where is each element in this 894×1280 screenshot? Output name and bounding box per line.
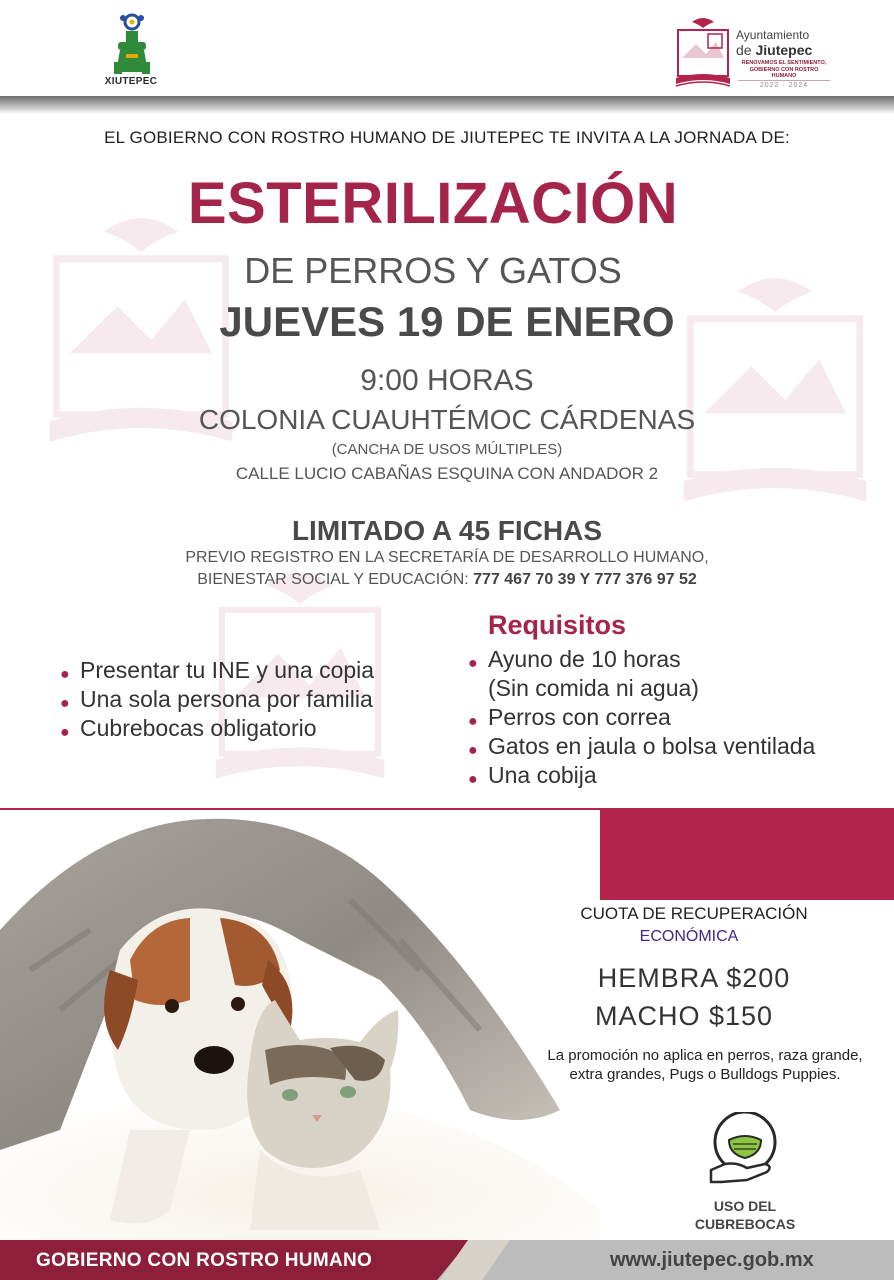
- bullet-icon: ●: [468, 771, 478, 788]
- hand-mask-icon: [707, 1112, 779, 1190]
- fee-title: CUOTA DE RECUPERACIÓN: [580, 904, 808, 923]
- registration-line-1: PREVIO REGISTRO EN LA SECRETARÍA DE DESARROLLO HUMANO,: [185, 549, 709, 566]
- list-item: ● Una cobija: [468, 761, 888, 790]
- bullet-icon: ●: [60, 666, 70, 683]
- ayuntamiento-label: Ayuntamiento: [736, 28, 810, 42]
- event-colonia: COLONIA CUAUHTÉMOC CÁRDENAS: [198, 404, 696, 435]
- registration-phones: 777 467 70 39 Y 777 376 97 52: [473, 571, 697, 588]
- dog-and-cat-photo: [0, 810, 600, 1242]
- event-time: 9:00 HORAS: [360, 364, 534, 397]
- ayuntamiento-name: de Jiutepec: [736, 42, 813, 58]
- list-item: ● Una sola persona por familia: [60, 685, 440, 714]
- header-shadow-band: [0, 96, 894, 114]
- requirements-title: Requisitos: [488, 610, 627, 640]
- footer-slogan: GOBIERNO CON ROSTRO HUMANO: [36, 1250, 373, 1271]
- registration-line-2: BIENESTAR SOCIAL Y EDUCACIÓN: 777 467 70 39 Y 777 376 97 52: [197, 571, 697, 588]
- mask-label: USO DEL CUBREBOCAS: [694, 1198, 796, 1232]
- ayuntamiento-logo: [672, 14, 734, 94]
- list-item: ● Presentar tu INE y una copia: [60, 656, 440, 685]
- list-item: ● Ayuno de 10 horas (Sin comida ni agua): [468, 646, 699, 701]
- requirements-left-list: [60, 656, 440, 743]
- ayuntamiento-years: 2022 · 2024: [738, 80, 830, 89]
- bullet-icon: ●: [60, 724, 70, 741]
- event-subtitle: DE PERROS Y GATOS: [244, 250, 622, 291]
- website-link[interactable]: www.jiutepec.gob.mx: [610, 1249, 814, 1271]
- requirements-right-list: [468, 645, 888, 790]
- event-place-detail: (CANCHA DE USOS MÚLTIPLES): [331, 441, 563, 458]
- event-date: JUEVES 19 DE ENERO: [219, 298, 675, 345]
- bullet-icon: ●: [60, 695, 70, 712]
- xiutepec-logo-label: XIUTEPEC: [104, 76, 158, 87]
- bullet-icon: ●: [468, 742, 478, 759]
- fee-female: HEMBRA $200: [597, 963, 791, 993]
- fee-subtitle: ECONÓMICA: [639, 928, 739, 945]
- limit-text: LIMITADO A 45 FICHAS: [291, 515, 603, 546]
- list-item: ● Perros con correa: [468, 703, 888, 732]
- watermark-logo-right: [670, 250, 880, 550]
- bullet-icon: ●: [468, 713, 478, 730]
- bullet-icon: ●: [468, 655, 478, 672]
- event-street: CALLE LUCIO CABAÑAS ESQUINA CON ANDADOR 2: [235, 464, 659, 483]
- event-title: ESTERILIZACIÓN: [187, 171, 679, 236]
- list-item: ● Gatos en jaula o bolsa ventilada: [468, 732, 888, 761]
- promo-note: La promoción no aplica en perros, raza grande, extra grandes, Pugs o Bulldogs Puppies.: [547, 1047, 863, 1083]
- footer: [0, 1240, 894, 1280]
- invite-text: EL GOBIERNO CON ROSTRO HUMANO DE JIUTEPEC TE INVITA A LA JORNADA DE:: [104, 128, 790, 147]
- header: [0, 0, 894, 96]
- list-item: ● Cubrebocas obligatorio: [60, 714, 440, 743]
- ayuntamiento-tagline: RENOVAMOS EL SENTIMIENTO, GOBIERNO CON ROSTRO HUMANO: [741, 60, 827, 79]
- fee-male: MACHO $150: [594, 1001, 774, 1031]
